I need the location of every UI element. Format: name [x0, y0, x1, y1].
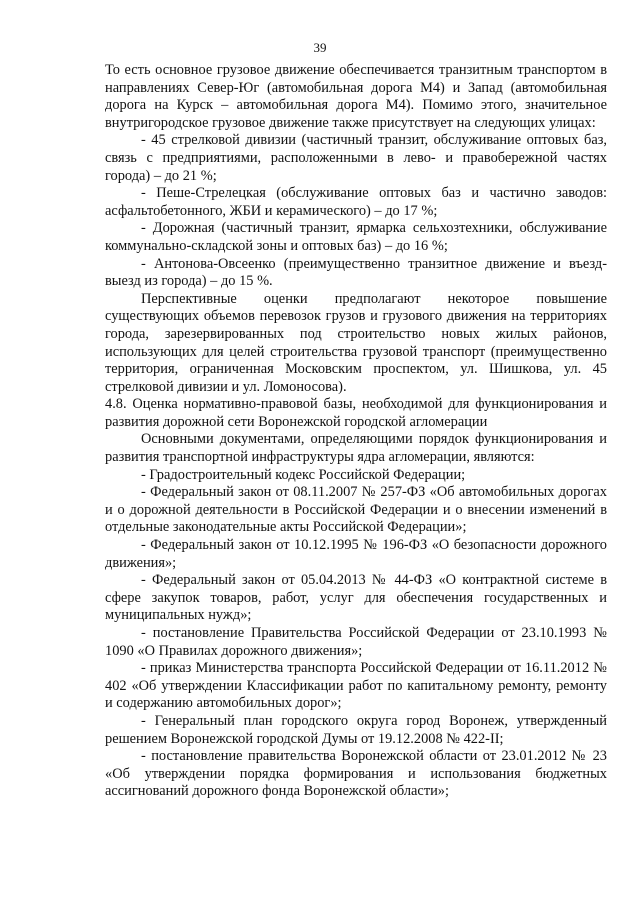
page-content: [105, 62, 607, 801]
document-item: - Градостроительный кодекс Российской Федерации;: [141, 466, 466, 483]
section-heading: 4.8. Оценка нормативно-правовой базы, необходимой для функционирования и развития дорожной сети Воронежской городской агломерации: [105, 396, 607, 430]
document-item: - Федеральный закон от 08.11.2007 № 257-ФЗ «Об автомобильных дорогах и о дорожной деятельности в Российской Федерации и о внесении изменений в отдельные законодательные акты Российской Федерации»;: [105, 484, 607, 536]
street-item: - 45 стрелковой дивизии (частичный транзит, обслуживание оптовых баз, связь с предприятиями, расположенными в лево- и правобережной частях города) – до 21 %;: [105, 132, 607, 184]
documents-list: [105, 467, 607, 801]
document-item: - приказ Министерства транспорта Российской Федерации от 16.11.2012 № 402 «Об утверждении Классификации работ по капитальному ремонту, ремонту и содержанию автомобильных дорог»;: [105, 660, 607, 712]
documents-intro-paragraph: Основными документами, определяющими порядок функционирования и развития транспортной инфраструктуры ядра агломерации, являются:: [105, 431, 607, 466]
street-list: [105, 132, 607, 290]
document-item: - постановление Правительства Российской Федерации от 23.10.1993 № 1090 «О Правилах дорожного движения»;: [105, 625, 607, 659]
street-item: - Дорожная (частичный транзит, ярмарка сельхозтехники, обслуживание коммунально-складской зоны и оптовых баз) – до 16 %;: [105, 220, 607, 254]
document-item: - Федеральный закон от 10.12.1995 № 196-ФЗ «О безопасности дорожного движения»;: [105, 537, 607, 571]
street-item: - Антонова-Овсеенко (преимущественно транзитное движение и въезд-выезд из города) – до 15 %.: [105, 255, 607, 290]
document-item: - постановление правительства Воронежской области от 23.01.2012 № 23 «Об утверждении порядка формирования и использования бюджетных ассигнований дорожного фонда Воронежской области»;: [105, 748, 607, 800]
document-item: - Федеральный закон от 05.04.2013 № 44-ФЗ «О контрактной системе в сфере закупок товаров, работ, услуг для обеспечения государственных и муниципальных нужд»;: [105, 572, 607, 624]
page-number: 39: [313, 40, 327, 55]
freight-intro-paragraph: То есть основное грузовое движение обеспечивается транзитным транспортом в направлениях Север-Юг (автомобильная дорога М4) и Запад (автомобильная дорога на Курск – автомобильная дорога М4). Помимо этого, значительное внутригородское грузовое движение также присутствует на следующих улицах:: [105, 62, 607, 131]
outlook-paragraph: Перспективные оценки предполагают некоторое повышение существующих объемов перевозок грузов и грузового движения на территориях города, зарезервированных под строительство новых жилых районов, использующих для целей строительства грузовой транспорт (преимущественно территория, ограниченная Московским проспектом, ул. Шишкова, ул. 45 стрелковой дивизии и ул. Ломоносова).: [105, 290, 607, 395]
document-item: - Генеральный план городского округа город Воронеж, утвержденный решением Воронежской городской Думы от 19.12.2008 № 422-II;: [105, 712, 607, 747]
street-item: - Пеше-Стрелецкая (обслуживание оптовых баз и частично заводов: асфальтобетонного, ЖБИ и керамического) – до 17 %;: [105, 185, 607, 219]
